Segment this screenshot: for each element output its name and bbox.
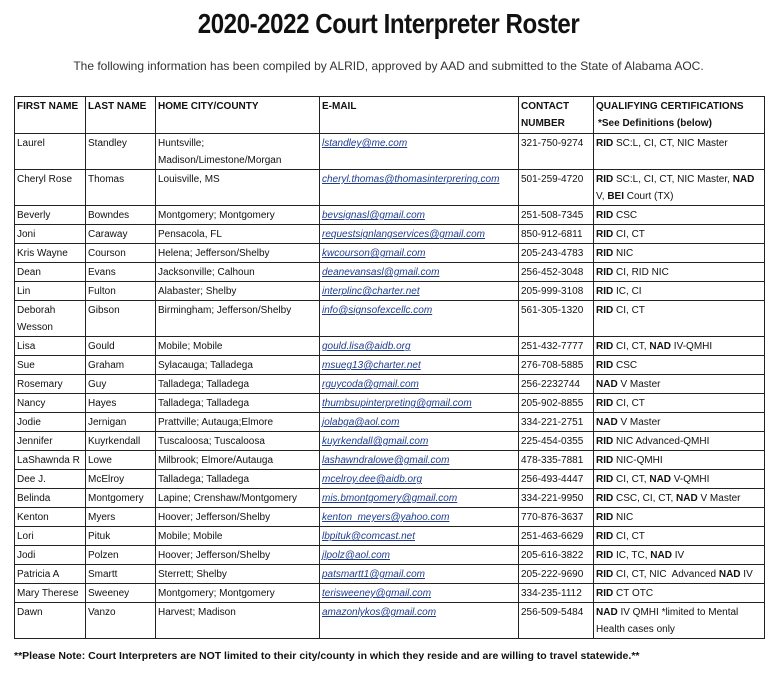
home-city-cell: Helena; Jefferson/Shelby — [156, 244, 320, 263]
home-city-cell: Pensacola, FL — [156, 225, 320, 244]
contact-number-cell: 850-912-6811 — [519, 225, 594, 244]
certifications-cell — [594, 356, 765, 375]
table-row — [15, 244, 765, 263]
cert-org: NAD — [649, 474, 672, 485]
header-cert-note: *See Definitions (below) — [598, 118, 712, 129]
last-name-cell: Kuyrkendall — [86, 432, 156, 451]
first-name-cell: Joni — [15, 225, 86, 244]
table-row — [15, 170, 765, 206]
cert-org: RID — [596, 174, 614, 185]
certifications-cell — [594, 225, 765, 244]
header-contact-number: CONTACT NUMBER — [519, 97, 594, 134]
home-city-cell: Montgomery; Montgomery — [156, 206, 320, 225]
last-name-cell: Gould — [86, 337, 156, 356]
home-city-cell: Jacksonville; Calhoun — [156, 263, 320, 282]
email-cell — [320, 244, 519, 263]
cert-org: RID — [596, 493, 614, 504]
first-name-cell: Deborah Wesson — [15, 301, 86, 337]
cert-detail: IC, TC, — [613, 550, 651, 561]
table-row — [15, 375, 765, 394]
cert-detail: SC:L, CI, CT, NIC Master — [613, 138, 728, 149]
cert-detail: V Master — [697, 493, 741, 504]
cert-detail: CI, CT, NIC Advanced — [613, 569, 719, 580]
table-row — [15, 527, 765, 546]
table-row — [15, 356, 765, 375]
certifications-cell — [594, 375, 765, 394]
contact-number-cell: 256-493-4447 — [519, 470, 594, 489]
home-city-cell: Huntsville; Madison/Limestone/Morgan — [156, 134, 320, 170]
cert-org: RID — [596, 436, 614, 447]
contact-number-cell: 770-876-3637 — [519, 508, 594, 527]
home-city-cell: Lapine; Crenshaw/Montgomery — [156, 489, 320, 508]
email-link[interactable]: gould.lisa@aidb.org — [322, 341, 411, 352]
last-name-cell: Caraway — [86, 225, 156, 244]
cert-detail: CSC, CI, CT, — [613, 493, 677, 504]
contact-number-cell: 225-454-0355 — [519, 432, 594, 451]
home-city-cell: Talladega; Talladega — [156, 375, 320, 394]
email-cell — [320, 451, 519, 470]
last-name-cell: Jernigan — [86, 413, 156, 432]
contact-number-cell: 251-432-7777 — [519, 337, 594, 356]
last-name-cell: Lowe — [86, 451, 156, 470]
table-row — [15, 603, 765, 639]
home-city-cell: Birmingham; Jefferson/Shelby — [156, 301, 320, 337]
email-link[interactable]: patsmartt1@gmail.com — [322, 569, 425, 580]
last-name-cell: Vanzo — [86, 603, 156, 639]
home-city-cell: Milbrook; Elmore/Autauga — [156, 451, 320, 470]
header-first-name: FIRST NAME — [15, 97, 86, 134]
certifications-cell — [594, 489, 765, 508]
email-link[interactable]: terisweeney@gmail.com — [322, 588, 432, 599]
home-city-cell: Harvest; Madison — [156, 603, 320, 639]
header-qualifying-certifications — [594, 97, 765, 134]
email-cell — [320, 565, 519, 584]
contact-number-cell: 256-2232744 — [519, 375, 594, 394]
email-cell — [320, 225, 519, 244]
last-name-cell: Montgomery — [86, 489, 156, 508]
first-name-cell: Mary Therese — [15, 584, 86, 603]
cert-org: NAD — [596, 607, 618, 618]
email-cell — [320, 470, 519, 489]
certifications-cell — [594, 134, 765, 170]
email-link[interactable]: requestsignlangservices@gmail.com — [322, 229, 485, 240]
email-cell — [320, 375, 519, 394]
first-name-cell: LaShawnda R — [15, 451, 86, 470]
footer-note: **Please Note: Court Interpreters are NOT limited to their city/county in which they reside and are willing to travel statewide.** — [14, 650, 640, 662]
cert-org: NAD — [649, 341, 672, 352]
email-link[interactable]: deanevansasl@gmail.com — [322, 267, 440, 278]
table-row — [15, 225, 765, 244]
contact-number-cell: 256-509-5484 — [519, 603, 594, 639]
cert-org: RID — [596, 286, 614, 297]
first-name-cell: Belinda — [15, 489, 86, 508]
cert-org: BEI — [607, 191, 624, 202]
cert-detail: V, — [596, 174, 758, 202]
table-row — [15, 546, 765, 565]
cert-org: RID — [596, 550, 614, 561]
home-city-cell: Mobile; Mobile — [156, 337, 320, 356]
email-link[interactable]: info@signsofexcellc.com — [322, 305, 433, 316]
first-name-cell: Nancy — [15, 394, 86, 413]
email-link[interactable]: kuyrkendall@gmail.com — [322, 436, 429, 447]
home-city-cell: Louisville, MS — [156, 170, 320, 206]
first-name-cell: Laurel — [15, 134, 86, 170]
contact-number-cell: 321-750-9274 — [519, 134, 594, 170]
email-cell — [320, 282, 519, 301]
cert-detail: IV QMHI *limited to Mental Health cases only — [596, 607, 742, 635]
cert-detail: NIC — [613, 512, 634, 523]
cert-detail: CI, CT, — [613, 474, 650, 485]
table-row — [15, 565, 765, 584]
email-cell — [320, 301, 519, 337]
first-name-cell: Kris Wayne — [15, 244, 86, 263]
page-subtitle: The following information has been compiled by ALRID, approved by AAD and submitted to the State of Alabama AOC. — [73, 59, 704, 73]
email-link[interactable]: jolabga@aol.com — [322, 417, 400, 428]
last-name-cell: Myers — [86, 508, 156, 527]
table-header-row — [15, 97, 765, 134]
first-name-cell: Patricia A — [15, 565, 86, 584]
home-city-cell: Tuscaloosa; Tuscaloosa — [156, 432, 320, 451]
cert-org: RID — [596, 210, 614, 221]
home-city-cell: Prattville; Autauga;Elmore — [156, 413, 320, 432]
cert-detail: CI, CT — [613, 305, 645, 316]
first-name-cell: Dee J. — [15, 470, 86, 489]
cert-org: RID — [596, 455, 614, 466]
table-row — [15, 432, 765, 451]
last-name-cell: Thomas — [86, 170, 156, 206]
cert-org: NAD — [676, 493, 698, 504]
first-name-cell: Jodi — [15, 546, 86, 565]
cert-org: RID — [596, 138, 614, 149]
contact-number-cell: 334-235-1112 — [519, 584, 594, 603]
table-row — [15, 394, 765, 413]
table-row — [15, 282, 765, 301]
email-cell — [320, 584, 519, 603]
cert-org: RID — [596, 267, 614, 278]
last-name-cell: Hayes — [86, 394, 156, 413]
email-link[interactable]: lstandley@me.com — [322, 138, 408, 149]
last-name-cell: Evans — [86, 263, 156, 282]
cert-detail: NIC-QMHI — [613, 455, 663, 466]
certifications-cell — [594, 432, 765, 451]
last-name-cell: Smartt — [86, 565, 156, 584]
first-name-cell: Lin — [15, 282, 86, 301]
table-row — [15, 263, 765, 282]
certifications-cell — [594, 413, 765, 432]
cert-org: RID — [596, 305, 614, 316]
contact-number-cell: 205-902-8855 — [519, 394, 594, 413]
home-city-cell: Hoover; Jefferson/Shelby — [156, 546, 320, 565]
contact-number-cell: 256-452-3048 — [519, 263, 594, 282]
email-link[interactable]: kenton_meyers@yahoo.com — [322, 512, 450, 523]
cert-detail: SC:L, CI, CT, NIC Master, — [613, 174, 733, 185]
table-row — [15, 451, 765, 470]
cert-org: RID — [596, 588, 614, 599]
page-title: 2020-2022 Court Interpreter Roster — [197, 8, 580, 39]
cert-detail: CI, CT — [613, 531, 645, 542]
cert-org: NAD — [650, 550, 672, 561]
email-link[interactable]: mcelroy.dee@aidb.org — [322, 474, 423, 485]
home-city-cell: Sylacauga; Talladega — [156, 356, 320, 375]
first-name-cell: Sue — [15, 356, 86, 375]
email-cell — [320, 356, 519, 375]
cert-detail: V Master — [617, 379, 661, 390]
last-name-cell: Polzen — [86, 546, 156, 565]
cert-detail: CI, CT — [613, 398, 645, 409]
email-link[interactable]: jlpolz@aol.com — [322, 550, 390, 561]
home-city-cell: Sterrett; Shelby — [156, 565, 320, 584]
last-name-cell: Pituk — [86, 527, 156, 546]
cert-org: NAD — [732, 174, 755, 185]
first-name-cell: Rosemary — [15, 375, 86, 394]
certifications-cell — [594, 206, 765, 225]
email-link[interactable]: kwcourson@gmail.com — [322, 248, 426, 259]
home-city-cell: Alabaster; Shelby — [156, 282, 320, 301]
contact-number-cell: 205-999-3108 — [519, 282, 594, 301]
certifications-cell — [594, 508, 765, 527]
cert-detail: IV-QMHI — [671, 341, 713, 352]
cert-detail: V Master — [617, 417, 661, 428]
cert-org: NAD — [596, 379, 618, 390]
contact-number-cell: 251-508-7345 — [519, 206, 594, 225]
table-row — [15, 584, 765, 603]
cert-org: RID — [596, 512, 614, 523]
email-cell — [320, 394, 519, 413]
table-row — [15, 337, 765, 356]
email-link[interactable]: msueg13@charter.net — [322, 360, 421, 371]
email-cell — [320, 603, 519, 639]
header-cert-label: QUALIFYING CERTIFICATIONS — [596, 101, 744, 112]
last-name-cell: Guy — [86, 375, 156, 394]
first-name-cell: Dean — [15, 263, 86, 282]
cert-detail: CI, CT, — [613, 341, 650, 352]
home-city-cell: Talladega; Talladega — [156, 470, 320, 489]
email-cell — [320, 337, 519, 356]
header-email: E-MAIL — [320, 97, 519, 134]
contact-number-cell: 334-221-2751 — [519, 413, 594, 432]
email-cell — [320, 546, 519, 565]
cert-org: RID — [596, 341, 614, 352]
home-city-cell: Hoover; Jefferson/Shelby — [156, 508, 320, 527]
first-name-cell: Kenton — [15, 508, 86, 527]
email-link[interactable]: thumbsupinterpreting@gmail.com — [322, 398, 472, 409]
table-row — [15, 134, 765, 170]
cert-detail: CSC — [613, 210, 638, 221]
email-cell — [320, 489, 519, 508]
cert-org: RID — [596, 531, 614, 542]
certifications-cell — [594, 337, 765, 356]
email-cell — [320, 170, 519, 206]
roster-body — [15, 134, 765, 639]
cert-detail: NIC — [613, 248, 634, 259]
cert-detail: V-QMHI — [671, 474, 710, 485]
last-name-cell: Gibson — [86, 301, 156, 337]
email-cell — [320, 134, 519, 170]
roster-table — [14, 96, 765, 639]
contact-number-cell: 561-305-1320 — [519, 301, 594, 337]
cert-org: RID — [596, 360, 614, 371]
contact-number-cell: 478-335-7881 — [519, 451, 594, 470]
first-name-cell: Jodie — [15, 413, 86, 432]
cert-org: RID — [596, 229, 614, 240]
email-cell — [320, 206, 519, 225]
home-city-cell: Mobile; Mobile — [156, 527, 320, 546]
first-name-cell: Cheryl Rose — [15, 170, 86, 206]
table-row — [15, 301, 765, 337]
cert-detail: CI, CT — [613, 229, 645, 240]
email-link[interactable]: cheryl.thomas@thomasinterprering.com — [322, 174, 500, 185]
contact-number-cell: 334-221-9950 — [519, 489, 594, 508]
email-cell — [320, 508, 519, 527]
contact-number-cell: 251-463-6629 — [519, 527, 594, 546]
email-link[interactable]: interplinc@charter.net — [322, 286, 420, 297]
cert-detail: CSC — [613, 360, 638, 371]
first-name-cell: Dawn — [15, 603, 86, 639]
email-cell — [320, 263, 519, 282]
last-name-cell: Sweeney — [86, 584, 156, 603]
first-name-cell: Lori — [15, 527, 86, 546]
certifications-cell — [594, 301, 765, 337]
last-name-cell: Graham — [86, 356, 156, 375]
email-cell — [320, 527, 519, 546]
cert-org: NAD — [718, 569, 741, 580]
certifications-cell — [594, 263, 765, 282]
table-row — [15, 508, 765, 527]
email-link[interactable]: bevsignasl@gmail.com — [322, 210, 425, 221]
contact-number-cell: 205-222-9690 — [519, 565, 594, 584]
header-home-city-county: HOME CITY/COUNTY — [156, 97, 320, 134]
certifications-cell — [594, 546, 765, 565]
cert-org: RID — [596, 248, 614, 259]
cert-detail: NIC Advanced-QMHI — [613, 436, 710, 447]
certifications-cell — [594, 394, 765, 413]
header-last-name: LAST NAME — [86, 97, 156, 134]
certifications-cell — [594, 451, 765, 470]
cert-org: RID — [596, 474, 614, 485]
certifications-cell — [594, 244, 765, 263]
email-link[interactable]: mis.bmontgomery@gmail.com — [322, 493, 458, 504]
cert-detail: CI, RID NIC — [613, 267, 669, 278]
table-row — [15, 470, 765, 489]
cert-org: RID — [596, 569, 614, 580]
certifications-cell — [594, 565, 765, 584]
cert-detail: IC, CI — [613, 286, 642, 297]
cert-detail: Court (TX) — [623, 191, 674, 202]
last-name-cell: McElroy — [86, 470, 156, 489]
email-link[interactable]: rguycoda@gmail.com — [322, 379, 419, 390]
contact-number-cell: 501-259-4720 — [519, 170, 594, 206]
certifications-cell — [594, 603, 765, 639]
email-cell — [320, 432, 519, 451]
first-name-cell: Jennifer — [15, 432, 86, 451]
cert-detail: IV — [671, 550, 685, 561]
certifications-cell — [594, 470, 765, 489]
last-name-cell: Bowndes — [86, 206, 156, 225]
first-name-cell: Lisa — [15, 337, 86, 356]
table-row — [15, 413, 765, 432]
home-city-cell: Talladega; Talladega — [156, 394, 320, 413]
contact-number-cell: 205-616-3822 — [519, 546, 594, 565]
contact-number-cell: 205-243-4783 — [519, 244, 594, 263]
last-name-cell: Fulton — [86, 282, 156, 301]
last-name-cell: Courson — [86, 244, 156, 263]
email-link[interactable]: amazonlykos@gmail.com — [322, 607, 437, 618]
cert-detail: IV — [740, 569, 753, 580]
last-name-cell: Standley — [86, 134, 156, 170]
email-cell — [320, 413, 519, 432]
email-link[interactable]: lashawndralowe@gmail.com — [322, 455, 450, 466]
contact-number-cell: 276-708-5885 — [519, 356, 594, 375]
table-row — [15, 489, 765, 508]
cert-org: RID — [596, 398, 614, 409]
certifications-cell — [594, 170, 765, 206]
certifications-cell — [594, 584, 765, 603]
cert-detail: CT OTC — [613, 588, 654, 599]
first-name-cell: Beverly — [15, 206, 86, 225]
home-city-cell: Montgomery; Montgomery — [156, 584, 320, 603]
certifications-cell — [594, 282, 765, 301]
email-link[interactable]: lbpituk@comcast.net — [322, 531, 415, 542]
cert-org: NAD — [596, 417, 618, 428]
table-row — [15, 206, 765, 225]
certifications-cell — [594, 527, 765, 546]
